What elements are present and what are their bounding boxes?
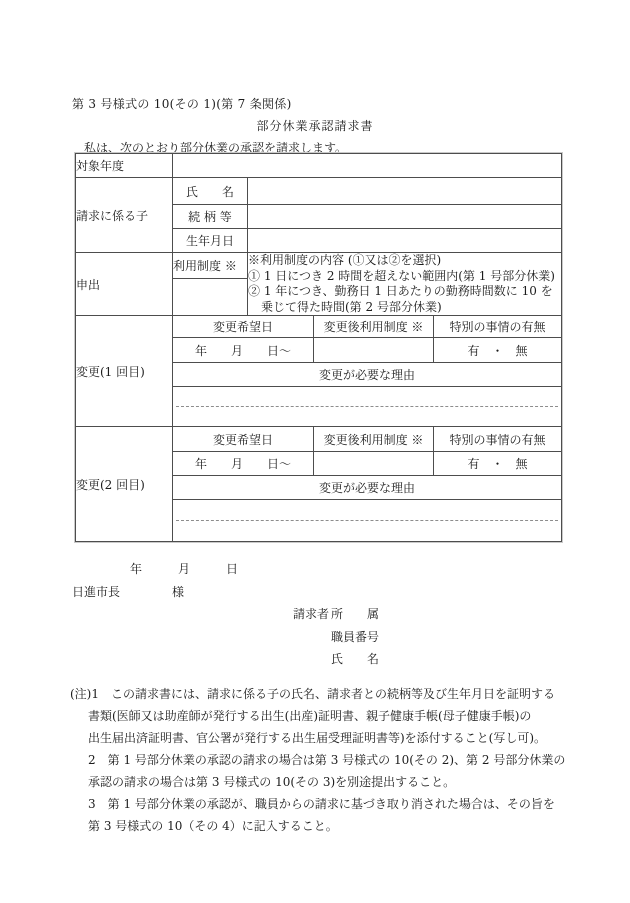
- note-line-4: 2 第 1 号部分休業の承認の請求の場合は第 3 号様式の 10(その 2)、第 2 号部分休業の: [88, 753, 566, 767]
- system-description-line-3: ② 1 年につき、勤務日 1 日あたりの勤務時間数に 10 を: [248, 284, 553, 298]
- change-2-reason-field[interactable]: [173, 500, 562, 542]
- change-2-special-field[interactable]: 有 ・ 無: [434, 452, 562, 476]
- requester-department-label: 所 属: [331, 607, 380, 621]
- note-line-7: 第 3 号様式の 10（その 4）に記入すること。: [88, 819, 338, 833]
- system-description-line-1: ※利用制度の内容 (①又は②を選択): [248, 253, 442, 267]
- addressee-line: [72, 583, 184, 600]
- change-2-label: 変更(2 回目): [76, 427, 173, 542]
- change-1-special-header: 特別の事情の有無: [434, 316, 562, 338]
- change-1-reason-rule-line: [176, 406, 558, 407]
- application-label: 申出: [76, 253, 173, 316]
- change-2-date-header: 変更希望日: [173, 427, 314, 452]
- notes-block: [70, 683, 570, 837]
- date-line: 年 月 日: [130, 562, 239, 576]
- system-label: 利用制度 ※: [173, 253, 248, 279]
- requester-employee-number-label: 職員番号: [331, 629, 380, 644]
- note-line-2: 書類(医師又は助産師が発行する出生(出産)証明書、親子健康手帳(母子健康手帳)の: [88, 709, 532, 723]
- child-relation-field[interactable]: [248, 205, 562, 229]
- system-field[interactable]: [173, 279, 248, 316]
- change-1-date-field[interactable]: 年 月 日〜: [173, 338, 314, 363]
- change-2-system-field[interactable]: [314, 452, 434, 476]
- addressee-honorific: 様: [172, 585, 185, 599]
- target-year-field[interactable]: [173, 154, 562, 178]
- change-1-date-header: 変更希望日: [173, 316, 314, 338]
- note-line-1: (注)1 この請求書には、請求に係る子の氏名、請求者との続柄等及び生年月日を証明する: [70, 687, 556, 701]
- child-name-field[interactable]: [248, 178, 562, 205]
- change-1-label: 変更(1 回目): [76, 316, 173, 427]
- child-name-label: 氏 名: [173, 178, 248, 205]
- system-description-line-2: ① 1 日につき 2 時間を超えない範囲内(第 1 号部分休業): [248, 268, 555, 283]
- change-1-system-field[interactable]: [314, 338, 434, 363]
- note-line-6: 3 第 1 号部分休業の承認が、職員からの請求に基づき取り消された場合は、その旨を: [88, 797, 555, 811]
- request-table: [75, 153, 562, 542]
- document-title: 部分休業承認請求書: [256, 119, 374, 133]
- change-1-reason-header: 変更が必要な理由: [173, 363, 562, 387]
- child-relation-label: 続 柄 等: [173, 205, 248, 229]
- system-description: [248, 253, 562, 316]
- child-birthdate-label: 生年月日: [173, 229, 248, 253]
- requester-name-label: 氏 名: [331, 652, 380, 666]
- change-1-reason-field[interactable]: [173, 387, 562, 427]
- note-line-5: 承認の請求の場合は第 3 号様式の 10(その 3)を別途提出すること。: [88, 775, 456, 789]
- change-2-date-field[interactable]: 年 月 日〜: [173, 452, 314, 476]
- change-2-reason-header: 変更が必要な理由: [173, 476, 562, 500]
- note-line-3: 出生届出済証明書、官公署が発行する出生届受理証明書等)を添付すること(写し可)。: [88, 731, 547, 745]
- change-2-system-header: 変更後利用制度 ※: [314, 427, 434, 452]
- target-year-label: 対象年度: [76, 154, 173, 178]
- form-number: 第 3 号様式の 10(その 1)(第 7 条関係): [72, 97, 292, 111]
- addressee: 日進市長: [72, 585, 121, 599]
- intro-text: 私は、次のとおり部分休業の承認を請求します。: [84, 141, 348, 155]
- requester-block: [293, 603, 379, 671]
- child-section-label: 請求に係る子: [76, 178, 173, 253]
- system-description-line-4: 乗じて得た時間(第 2 号部分休業): [261, 299, 442, 314]
- change-1-system-header: 変更後利用制度 ※: [314, 316, 434, 338]
- change-1-special-field[interactable]: 有 ・ 無: [434, 338, 562, 363]
- child-birthdate-field[interactable]: [248, 229, 562, 253]
- change-2-special-header: 特別の事情の有無: [434, 427, 562, 452]
- change-2-reason-rule-line: [176, 520, 558, 521]
- requester-label: 請求者: [293, 607, 330, 621]
